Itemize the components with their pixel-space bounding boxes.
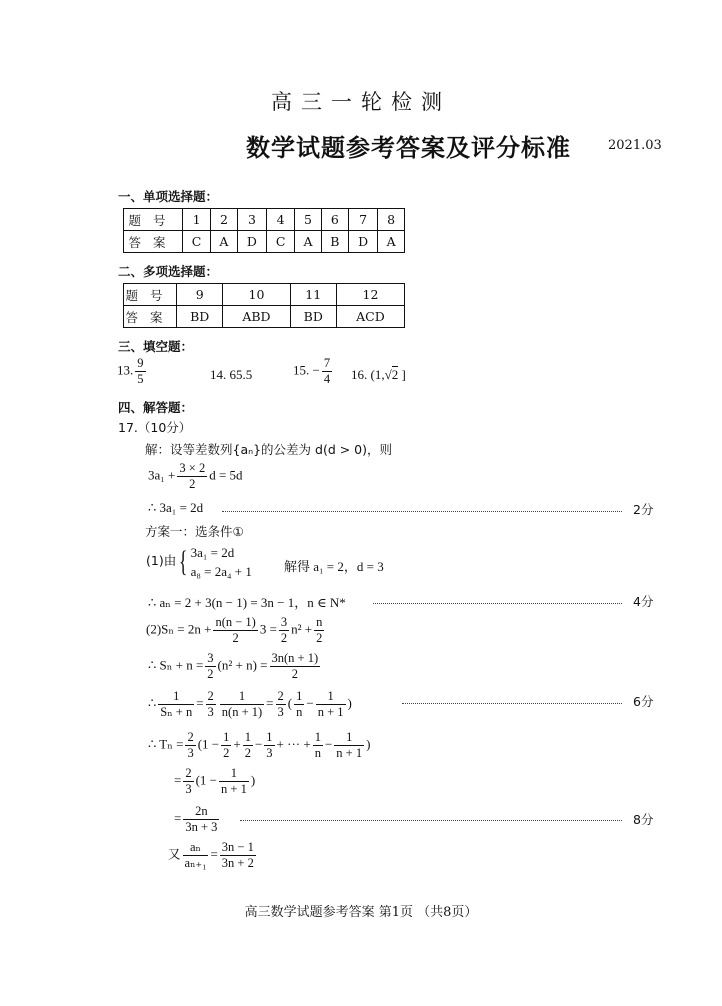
section-fill-blank-title: 三、填空题： — [118, 339, 194, 354]
solution-intro: 解：设等差数列{aₙ}的公差为 d(d > 0)，则 — [145, 442, 393, 457]
denominator: 3 — [187, 746, 194, 760]
denominator: n — [296, 705, 303, 719]
dot-leader — [373, 603, 622, 604]
denominator: 3 — [185, 782, 192, 796]
expr: ) — [347, 695, 352, 711]
table-cell: C — [267, 231, 295, 253]
denominator: 2 — [189, 477, 196, 491]
fraction — [322, 356, 332, 387]
expr: = — [266, 695, 274, 711]
score-mark: 2分 — [633, 502, 654, 517]
section-multi-choice-title: 二、多项选择题： — [118, 264, 219, 279]
table-cell: 1 — [183, 209, 211, 231]
answer-15 — [293, 356, 334, 387]
expr: n² + — [291, 621, 313, 637]
expr: ∴ — [148, 695, 157, 711]
document-title: 数学试题参考答案及评分标准 — [246, 133, 571, 162]
multi-choice-answer-table — [123, 283, 405, 328]
numerator: 2 — [207, 689, 214, 703]
numerator: n(n − 1) — [215, 615, 256, 629]
table-cell: 11 — [290, 284, 336, 306]
table-cell: 8 — [378, 209, 405, 231]
table-cell: 12 — [336, 284, 404, 306]
table-row — [124, 209, 405, 231]
numerator: 3n − 1 — [221, 840, 254, 854]
expr: 又 — [168, 846, 181, 862]
denominator: 4 — [323, 372, 331, 386]
numerator: 3 × 2 — [179, 461, 206, 475]
denominator: 2 — [207, 667, 214, 681]
expr: ∴ Sₙ + n = — [148, 657, 204, 673]
denominator: n + 1 — [336, 746, 363, 760]
system-eq: 3a₁ = 2d — [190, 545, 235, 560]
fraction — [183, 766, 193, 797]
numerator: 1 — [220, 689, 264, 705]
table-cell: A — [295, 231, 322, 253]
expr: + — [233, 736, 241, 752]
table-cell: 9 — [177, 284, 223, 306]
table-row — [124, 306, 405, 328]
equation-line-2: ∴ 3a₁ = 2d — [148, 500, 204, 515]
expr: = — [174, 810, 182, 826]
numerator: 3 — [207, 651, 214, 665]
numerator: 1 — [316, 689, 346, 705]
denominator: 3 — [207, 705, 214, 719]
table-cell: C — [183, 231, 211, 253]
denominator: n — [314, 746, 321, 760]
expr: (1 − — [195, 772, 218, 788]
denominator: n(n + 1) — [221, 705, 263, 719]
fraction — [183, 804, 219, 835]
numerator: 1 — [334, 730, 364, 746]
exam-title: 高三一轮检测 — [271, 90, 451, 114]
fraction — [221, 730, 231, 761]
system-equations — [191, 543, 252, 581]
dot-leader — [240, 820, 622, 821]
denominator: 3 — [277, 705, 284, 719]
expr: + ··· + — [276, 736, 311, 752]
table-cell: 7 — [348, 209, 377, 231]
table-cell: 4 — [267, 209, 295, 231]
expr: d = 5d — [209, 467, 243, 483]
denominator: n + 1 — [221, 782, 247, 796]
expr: − — [306, 695, 314, 711]
expr: 3 = — [259, 621, 277, 637]
section-single-choice-title: 一、单项选择题： — [118, 189, 219, 204]
denominator: Sₙ + n — [160, 705, 193, 719]
answer-13 — [117, 356, 148, 387]
question-17-title: 17.（10分） — [118, 420, 192, 435]
system-solution: 解得 a₁ = 2，d = 3 — [284, 559, 384, 574]
numerator: 1 — [314, 730, 321, 744]
expr: ∴ Tₙ = — [148, 736, 184, 752]
fraction — [205, 651, 215, 682]
expr: (2)Sₙ = 2n + — [146, 621, 212, 637]
fraction — [316, 689, 346, 720]
fraction — [334, 730, 364, 761]
equation-line-7 — [148, 689, 352, 720]
expr: = — [174, 772, 182, 788]
score-mark: 6分 — [633, 694, 654, 709]
fraction — [294, 689, 304, 720]
fraction — [276, 689, 286, 720]
fraction — [264, 730, 274, 761]
denominator: 2 — [244, 746, 251, 760]
header-cell: 答案 — [124, 231, 183, 253]
numerator: 3n(n + 1) — [271, 651, 319, 665]
equation-line-9 — [174, 766, 255, 797]
numerator: 1 — [296, 689, 303, 703]
equation-line-11 — [168, 840, 258, 871]
denominator: n + 1 — [317, 705, 344, 719]
fraction — [213, 615, 257, 646]
expr: (1)由 — [146, 552, 177, 568]
fraction — [314, 615, 324, 646]
table-cell: ACD — [336, 306, 404, 328]
fraction — [206, 689, 216, 720]
equation-line-4: ∴ aₙ = 2 + 3(n − 1) = 3n − 1，n ∈ N* — [148, 595, 346, 610]
table-cell: BD — [177, 306, 223, 328]
table-cell: BD — [290, 306, 336, 328]
denominator: 5 — [137, 372, 144, 386]
table-cell: ABD — [223, 306, 290, 328]
expr: ) — [366, 736, 371, 752]
single-choice-answer-table — [123, 208, 405, 253]
answer-label: 15. − — [293, 362, 320, 378]
numerator: 3 — [280, 615, 288, 629]
equation-line-1 — [148, 461, 243, 492]
table-row — [124, 231, 405, 253]
numerator: 1 — [219, 766, 249, 782]
fraction — [243, 730, 253, 761]
denominator: 2 — [316, 631, 323, 645]
header-cell: 答案 — [124, 306, 177, 328]
denominator: 2 — [223, 746, 230, 760]
fraction — [270, 651, 321, 682]
numerator: 7 — [323, 356, 331, 370]
numerator: aₙ — [183, 840, 209, 856]
answer-16 — [351, 367, 406, 383]
fraction — [183, 840, 209, 871]
denominator: 3n + 2 — [221, 856, 254, 870]
table-cell: 6 — [321, 209, 348, 231]
system-eq: a₈ = 2a₄ + 1 — [190, 564, 252, 579]
numerator: 1 — [223, 730, 230, 744]
answer-suffix: ] — [398, 367, 406, 382]
numerator: 2n — [183, 804, 219, 820]
radicand: 2 — [391, 367, 399, 382]
plan-label: 方案一：选条件① — [145, 524, 244, 539]
expr: = — [196, 695, 204, 711]
document-date: 2021.03 — [608, 138, 662, 153]
denominator: 3 — [266, 746, 273, 760]
equation-line-6 — [148, 651, 322, 682]
dot-leader — [222, 511, 622, 512]
fraction — [220, 840, 256, 871]
table-cell: 5 — [295, 209, 322, 231]
brace-icon: { — [179, 545, 188, 578]
numerator: 1 — [244, 730, 251, 744]
expr: − — [254, 736, 263, 752]
numerator: 2 — [277, 689, 284, 703]
expr: ( — [287, 695, 293, 711]
score-mark: 8分 — [633, 812, 654, 827]
answer-prefix: 16. (1,√ — [351, 367, 392, 382]
expr: = — [210, 846, 218, 862]
table-cell: 2 — [211, 209, 238, 231]
score-mark: 4分 — [633, 594, 654, 609]
expr: ) — [250, 772, 256, 788]
answer-14: 14. 65.5 — [210, 367, 253, 382]
numerator: 2 — [187, 730, 194, 744]
fraction — [313, 730, 323, 761]
denominator: aₙ₊₁ — [184, 856, 207, 870]
table-cell: 3 — [237, 209, 266, 231]
expr: − — [324, 736, 333, 752]
fraction — [220, 689, 264, 720]
answer-label: 13. — [117, 362, 134, 378]
table-row — [124, 284, 405, 306]
denominator: 2 — [232, 631, 239, 645]
page-footer: 高三数学试题参考答案 第1页 （共8页） — [244, 905, 478, 920]
fraction — [279, 615, 289, 646]
equation-line-8 — [148, 730, 370, 761]
expr: 3a₁ + — [148, 467, 176, 483]
fraction — [177, 461, 207, 492]
table-cell: D — [348, 231, 377, 253]
table-cell: A — [211, 231, 238, 253]
numerator: 1 — [266, 730, 273, 744]
expr: (1 − — [197, 736, 220, 752]
fraction — [219, 766, 249, 797]
denominator: 3n + 3 — [185, 820, 218, 834]
denominator: 2 — [280, 631, 288, 645]
fraction — [135, 356, 145, 387]
fraction — [185, 730, 195, 761]
header-cell: 题号 — [124, 209, 183, 231]
equation-line-5 — [146, 615, 326, 646]
dot-leader — [402, 703, 622, 704]
fraction — [158, 689, 194, 720]
numerator: n — [316, 615, 323, 629]
denominator: 2 — [291, 667, 298, 681]
table-cell: A — [378, 231, 405, 253]
expr: (n² + n) = — [217, 657, 268, 673]
equation-system — [146, 543, 252, 581]
header-cell: 题号 — [124, 284, 177, 306]
table-cell: B — [321, 231, 348, 253]
table-cell: 10 — [223, 284, 290, 306]
numerator: 1 — [158, 689, 194, 705]
section-solution-title: 四、解答题： — [118, 400, 194, 415]
table-cell: D — [237, 231, 266, 253]
numerator: 2 — [185, 766, 192, 780]
numerator: 9 — [137, 356, 144, 370]
equation-line-10 — [174, 804, 221, 835]
